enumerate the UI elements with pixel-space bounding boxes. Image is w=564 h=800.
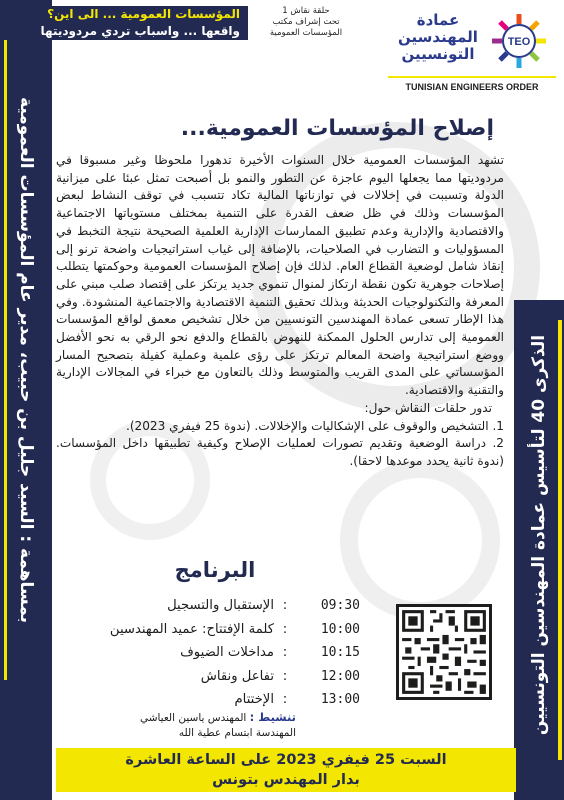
schedule-activity: كلمة الإفتتاح: عميد المهندسين xyxy=(109,621,274,637)
schedule-time: 09:30 xyxy=(320,598,360,614)
logo-abbr: TEO xyxy=(507,36,531,48)
left-vertical-text: بمساهمة : السيد جليل بن حبيب، مدير عام المؤسسات العمومية xyxy=(16,96,36,623)
decor-ring-medium xyxy=(340,460,500,620)
session-office: المؤسسات العمومية xyxy=(269,28,343,38)
intro-paragraph: تشهد المؤسسات العمومية خلال السنوات الأخيرة تدهورا ملحوظا وغير مسبوقا في مردوديتها مما يجعلها اليوم عاجزة عن التطور والنمو بل أصبحت تمثل عبئا على ميزانية الدولة وتسببت في إخلالات في توازناتها المالية تكاد تتسبب في توقف النشاط لبعض المؤسسات وذلك في ظل ضعف القدرة على التنمية بمختلف مستوياتها الاجتماعية والاقتصادية والإدارية وعدم تطبيق الممارسات الإدارية العلمية الصحيحة نتيجة التخبط في المسؤوليات و التضارب في الصلاحيات، بالإضافة إلى غياب استراتيجيات واضحة ترنو إلى إنقاذ شامل لوضعية القطاع العام. لذلك فإن إصلاح المؤسسات العمومية وحوكمتها يتطلب إصلاحات جوهرية تكون نقطة ارتكاز لمنوال تنموي جديد يرتكز على إقتصاد صلب مبني على المعرفة والتكنولوجيات الحديثة وبذلك تحقيق التنمية الاقتصادية والاجتماعية المنشودة. وفي هذا الإطار تسعى عمادة المهندسين التونسيين من خلال تشخيص معمق لواقع المؤسسات العمومية إلى تدارس الحلول الممكنة للنهوض بالقطاع والدفع نحو الرقي به نحو الأفضل ووضع استراتيجية واضحة المعالم ترتكز على رؤى علمية وعملية كفيلة بتصحيح المسار المؤسساتي على المدى القريب والمتوسط وذلك بالتعاون مع خبراء في المجالات الإدارية والتقنية والاقتصادية. xyxy=(56,153,504,398)
schedule-activity: الإختتام xyxy=(234,692,274,708)
program-schedule xyxy=(60,594,360,712)
schedule-row: 09:30 : الإستقبال والتسجيل xyxy=(60,594,360,618)
right-side-bar xyxy=(514,300,564,800)
event-venue: بدار المهندس بتونس xyxy=(212,772,360,788)
schedule-row: 10:15 : مداخلات الضيوف xyxy=(60,641,360,665)
session-info xyxy=(252,6,360,39)
logo-divider xyxy=(388,76,556,78)
facilitation-block xyxy=(60,710,296,741)
schedule-row: 13:00 : الإختتام xyxy=(60,688,360,712)
facilitator-2: المهندسة ابتسام عطية الله xyxy=(178,727,296,739)
facilitator-1: المهندس ياسين العياشي xyxy=(139,712,247,724)
topics-heading: تدور حلقات النقاش حول: xyxy=(364,400,492,415)
schedule-row: 12:00 : تفاعل ونقاش xyxy=(60,665,360,689)
session-supervision: تحت إشراف مكتب xyxy=(272,17,340,27)
logo-name-line2: المهندسين xyxy=(398,28,478,46)
event-date: السبت 25 فيفري 2023 على الساعة العاشرة xyxy=(125,752,447,768)
logo-english-name: TUNISIAN ENGINEERS ORDER xyxy=(405,82,539,92)
facilitation-label: تنشيط : xyxy=(249,710,296,724)
event-date-banner xyxy=(56,748,516,792)
schedule-time: 10:15 xyxy=(320,645,360,661)
gear-logo-icon xyxy=(488,10,550,72)
logo-name xyxy=(388,12,488,63)
program-title: البرنامج xyxy=(174,558,256,582)
header-banner-line1: المؤسسات العمومية ... الى اين؟ xyxy=(47,7,240,21)
schedule-time: 12:00 xyxy=(320,668,360,684)
header-banner xyxy=(10,6,248,40)
schedule-time: 10:00 xyxy=(320,621,360,637)
list-item: 2. دراسة الوضعية وتقديم تصورات لعمليات الإصلاح وكيفية تطبيقها داخل المؤسسات. (ندوة ثانية يحدد موعدها لاحقا). xyxy=(56,436,504,468)
qr-code-icon[interactable] xyxy=(396,604,492,700)
header-banner-line2: واقعها ... واسباب تردي مردوديتها xyxy=(40,24,240,38)
list-item: 1. التشخيص والوقوف على الإشكاليات والإخلالات. (ندوة 25 فيفري 2023). xyxy=(125,418,504,433)
schedule-activity: الإستقبال والتسجيل xyxy=(167,598,274,614)
schedule-time: 13:00 xyxy=(320,692,360,708)
topics-list xyxy=(56,418,504,471)
body-text-block xyxy=(56,152,504,471)
left-side-bar xyxy=(0,0,52,800)
right-accent-line xyxy=(558,320,562,760)
left-accent-line xyxy=(4,40,7,680)
schedule-activity: تفاعل ونقاش xyxy=(200,668,274,684)
schedule-row: 10:00 : كلمة الإفتتاح: عميد المهندسين xyxy=(60,618,360,642)
right-vertical-text: الذكرى 40 لتأسيس عمادة المهندسين التونسيين xyxy=(529,334,549,736)
logo-name-line1: عمادة xyxy=(416,11,460,29)
teo-logo xyxy=(388,6,556,114)
logo-name-line3: التونسيين xyxy=(401,45,475,63)
schedule-activity: مداخلات الضيوف xyxy=(180,645,274,661)
page-title: إصلاح المؤسسات العمومية... xyxy=(180,116,494,141)
session-number: حلقة نقاش 1 xyxy=(282,6,330,16)
